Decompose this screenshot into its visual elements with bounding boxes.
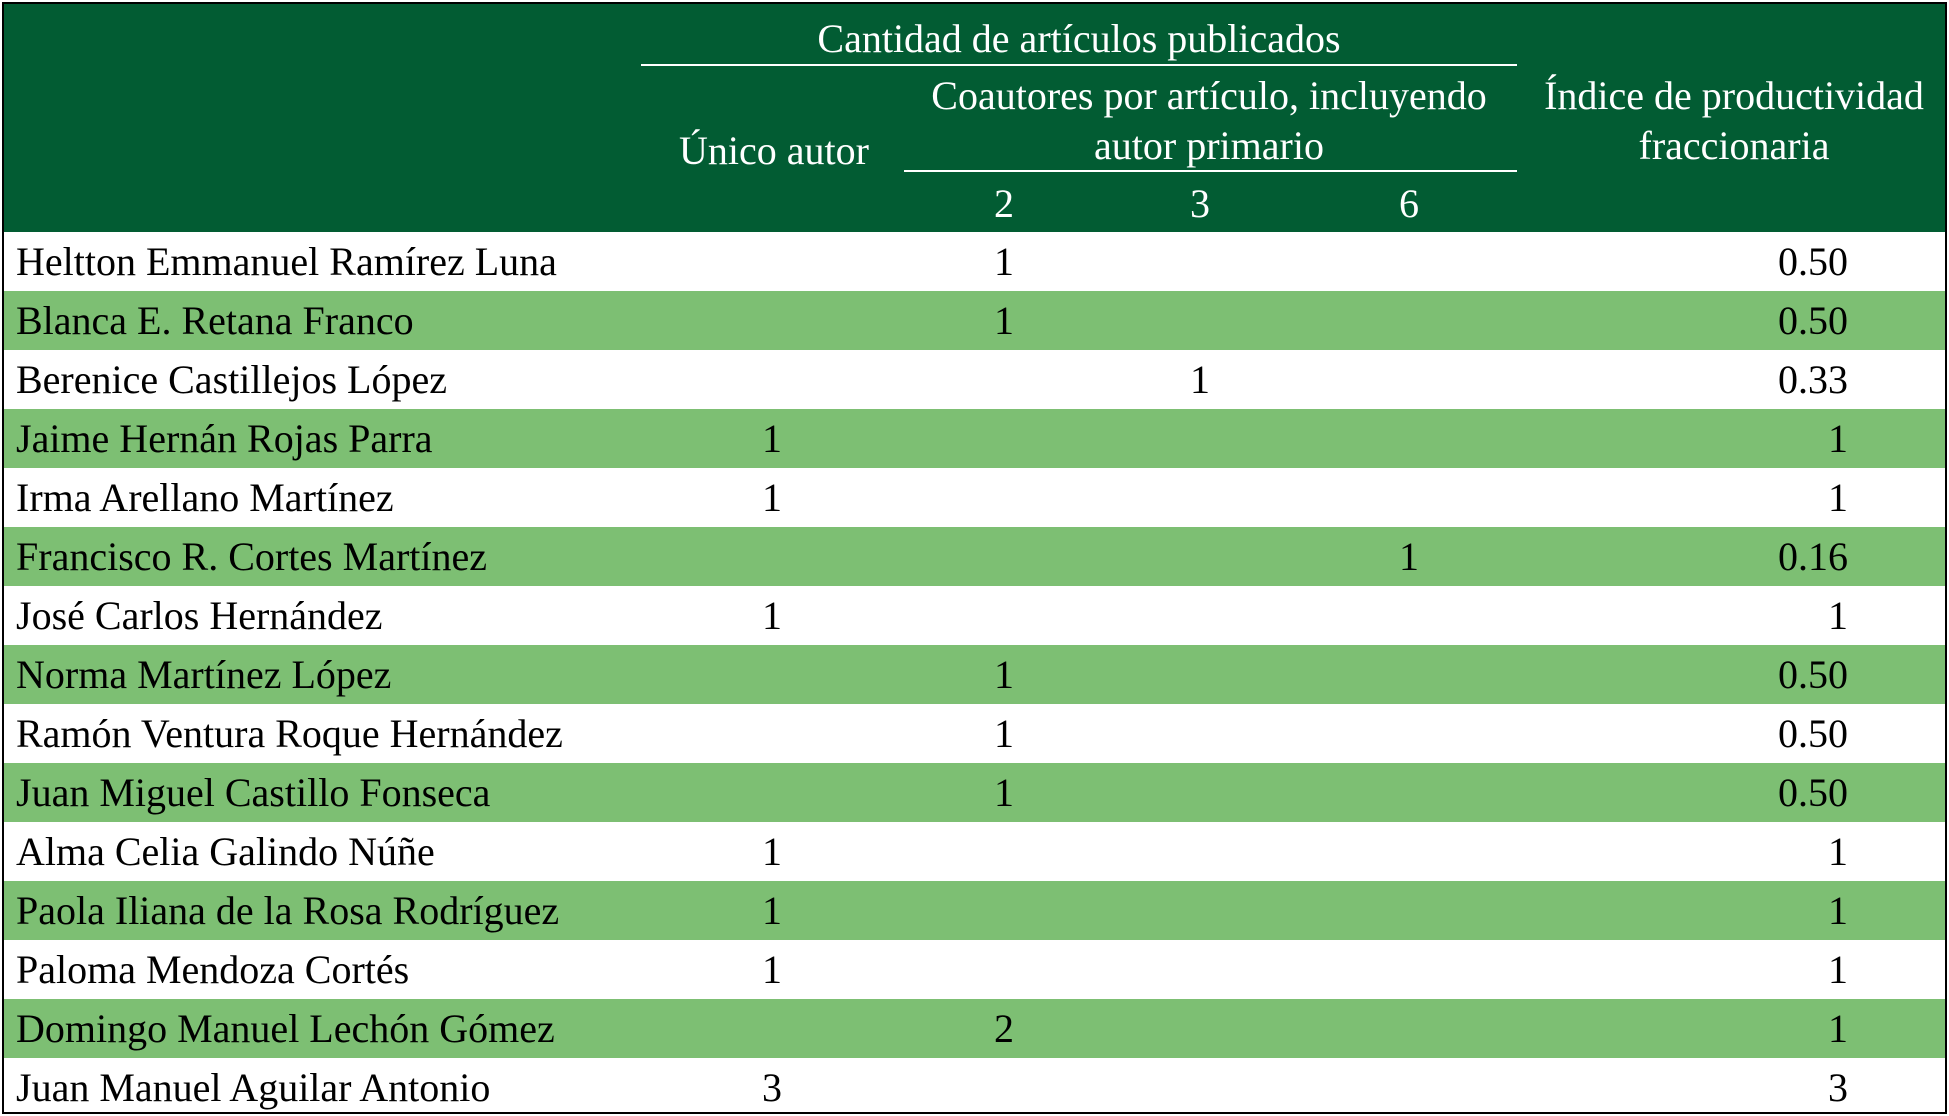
three-coauthors-cell: 1 <box>1190 357 1210 402</box>
table-row <box>4 350 1945 409</box>
table-row <box>4 1058 1945 1114</box>
author-name-cell: Jaime Hernán Rojas Parra <box>16 416 433 461</box>
two-coauthors-cell: 1 <box>994 770 1014 815</box>
two-coauthors-cell <box>904 350 1104 409</box>
three-coauthors-cell <box>1100 291 1300 350</box>
six-coauthors-cell <box>1309 350 1509 409</box>
productivity-index-cell: 1 <box>1828 1006 1848 1051</box>
table-row <box>4 704 1945 763</box>
six-coauthors-cell <box>1309 645 1509 704</box>
single-author-cell: 1 <box>762 416 782 461</box>
col-six-header: 6 <box>1399 181 1419 226</box>
productivity-index-cell: 0.50 <box>1778 711 1848 756</box>
table-row <box>4 881 1945 940</box>
two-coauthors-cell <box>904 822 1104 881</box>
coauthors-header-underline <box>904 170 1517 172</box>
two-coauthors-cell: 1 <box>994 711 1014 756</box>
three-coauthors-cell <box>1100 232 1300 291</box>
coauthors-header-line2: autor primario <box>1094 123 1324 168</box>
author-name-cell: Juan Miguel Castillo Fonseca <box>16 770 491 815</box>
table-row <box>4 409 1945 468</box>
author-name-cell: Paloma Mendoza Cortés <box>16 947 410 992</box>
table-header <box>4 4 1945 232</box>
table-row <box>4 999 1945 1058</box>
two-coauthors-cell: 2 <box>994 1006 1014 1051</box>
two-coauthors-cell: 1 <box>994 652 1014 697</box>
productivity-index-cell: 1 <box>1828 593 1848 638</box>
productivity-index-cell: 0.16 <box>1778 534 1848 579</box>
six-coauthors-cell <box>1309 586 1509 645</box>
two-coauthors-cell: 1 <box>994 298 1014 343</box>
two-coauthors-cell <box>904 586 1104 645</box>
single-author-cell <box>672 232 872 291</box>
productivity-table <box>2 2 1947 1114</box>
productivity-index-cell: 0.50 <box>1778 652 1848 697</box>
six-coauthors-cell <box>1309 232 1509 291</box>
table-row <box>4 822 1945 881</box>
two-coauthors-cell: 1 <box>994 239 1014 284</box>
group-title-underline <box>641 64 1517 66</box>
author-name-cell: Irma Arellano Martínez <box>16 475 394 520</box>
productivity-index-cell: 1 <box>1828 416 1848 461</box>
two-coauthors-cell <box>904 881 1104 940</box>
three-coauthors-cell <box>1100 586 1300 645</box>
single-author-cell <box>672 291 872 350</box>
table-row <box>4 291 1945 350</box>
author-name-cell: Juan Manuel Aguilar Antonio <box>16 1065 491 1110</box>
col-two-header: 2 <box>994 181 1014 226</box>
index-header-line2: fraccionaria <box>1638 123 1830 168</box>
index-header-line1: Índice de productividad <box>1544 73 1924 118</box>
author-name-cell: Paola Iliana de la Rosa Rodríguez <box>16 888 560 933</box>
productivity-index-cell: 1 <box>1828 475 1848 520</box>
six-coauthors-cell <box>1309 940 1509 999</box>
single-author-cell: 1 <box>762 475 782 520</box>
productivity-index-cell: 3 <box>1828 1065 1848 1110</box>
author-name-cell: Berenice Castillejos López <box>16 357 447 402</box>
three-coauthors-cell <box>1100 999 1300 1058</box>
single-author-cell <box>672 999 872 1058</box>
author-name-cell: Blanca E. Retana Franco <box>16 298 414 343</box>
three-coauthors-cell <box>1100 704 1300 763</box>
three-coauthors-cell <box>1100 940 1300 999</box>
six-coauthors-cell <box>1309 468 1509 527</box>
productivity-index-cell: 0.33 <box>1778 357 1848 402</box>
author-name-cell: José Carlos Hernández <box>16 593 383 638</box>
single-author-cell: 1 <box>762 947 782 992</box>
three-coauthors-cell <box>1100 468 1300 527</box>
six-coauthors-cell: 1 <box>1399 534 1419 579</box>
table-row <box>4 645 1945 704</box>
productivity-index-cell: 1 <box>1828 829 1848 874</box>
author-name-cell: Francisco R. Cortes Martínez <box>16 534 487 579</box>
productivity-index-cell: 0.50 <box>1778 239 1848 284</box>
productivity-index-cell: 1 <box>1828 888 1848 933</box>
single-author-cell <box>672 763 872 822</box>
single-author-cell <box>672 645 872 704</box>
single-author-header: Único autor <box>679 128 869 173</box>
productivity-index-cell: 1 <box>1828 947 1848 992</box>
six-coauthors-cell <box>1309 822 1509 881</box>
three-coauthors-cell <box>1100 822 1300 881</box>
six-coauthors-cell <box>1309 881 1509 940</box>
single-author-cell: 1 <box>762 593 782 638</box>
single-author-cell <box>672 350 872 409</box>
table-row <box>4 586 1945 645</box>
six-coauthors-cell <box>1309 291 1509 350</box>
productivity-index-cell: 0.50 <box>1778 298 1848 343</box>
single-author-cell: 1 <box>762 829 782 874</box>
three-coauthors-cell <box>1100 409 1300 468</box>
coauthors-header-line1: Coautores por artículo, incluyendo <box>931 73 1487 118</box>
table-row <box>4 468 1945 527</box>
table-row <box>4 940 1945 999</box>
two-coauthors-cell <box>904 940 1104 999</box>
author-name-cell: Ramón Ventura Roque Hernández <box>16 711 563 756</box>
two-coauthors-cell <box>904 1058 1104 1114</box>
table-row <box>4 763 1945 822</box>
two-coauthors-cell <box>904 409 1104 468</box>
single-author-cell: 1 <box>762 888 782 933</box>
two-coauthors-cell <box>904 468 1104 527</box>
six-coauthors-cell <box>1309 704 1509 763</box>
two-coauthors-cell <box>904 527 1104 586</box>
group-title: Cantidad de artículos publicados <box>817 16 1341 61</box>
six-coauthors-cell <box>1309 409 1509 468</box>
single-author-cell: 3 <box>762 1065 782 1110</box>
table-row <box>4 232 1945 291</box>
author-name-cell: Heltton Emmanuel Ramírez Luna <box>16 239 557 284</box>
six-coauthors-cell <box>1309 1058 1509 1114</box>
table-row <box>4 527 1945 586</box>
three-coauthors-cell <box>1100 881 1300 940</box>
three-coauthors-cell <box>1100 645 1300 704</box>
three-coauthors-cell <box>1100 527 1300 586</box>
six-coauthors-cell <box>1309 999 1509 1058</box>
productivity-index-cell: 0.50 <box>1778 770 1848 815</box>
table-body <box>4 232 1945 1114</box>
single-author-cell <box>672 527 872 586</box>
author-name-cell: Domingo Manuel Lechón Gómez <box>16 1006 555 1051</box>
author-name-cell: Norma Martínez López <box>16 652 392 697</box>
three-coauthors-cell <box>1100 763 1300 822</box>
col-three-header: 3 <box>1190 181 1210 226</box>
three-coauthors-cell <box>1100 1058 1300 1114</box>
single-author-cell <box>672 704 872 763</box>
six-coauthors-cell <box>1309 763 1509 822</box>
author-name-cell: Alma Celia Galindo Núñe <box>16 829 435 874</box>
